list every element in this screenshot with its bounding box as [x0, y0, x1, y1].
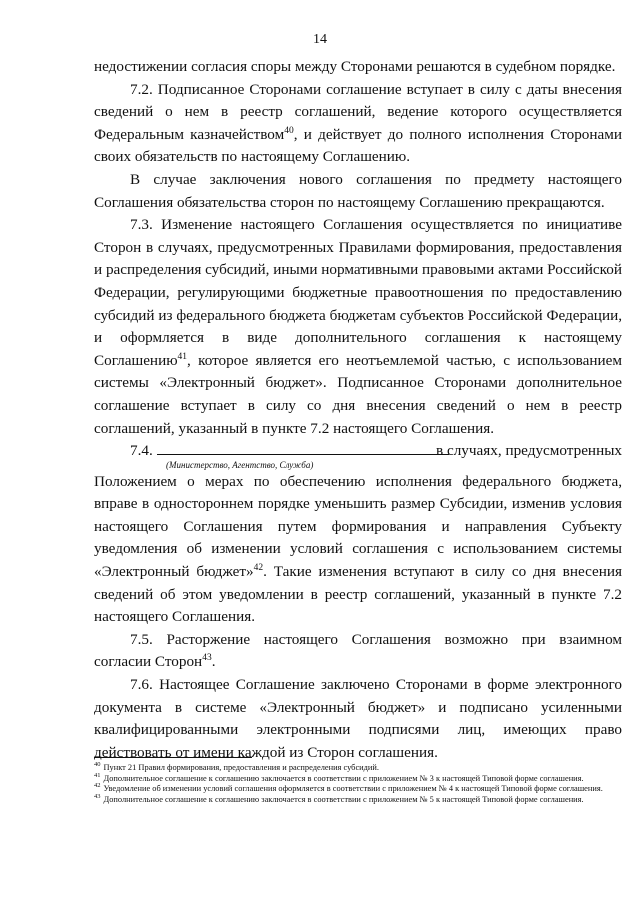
- paragraph-text: Положением о мерах по обеспечению исполнения федерального бюджета, вправе в одностороннем порядке уменьшить размер Субсидии, изменив условия настоящего Соглашения путем формирования и направления Субъекту уведомления об изменении условий соглашения с использованием системы «Электронный бюджет»: [94, 472, 622, 581]
- footnote-ref: 43: [202, 653, 212, 664]
- footnote-text: Пункт 21 Правил формирования, предоставления и распределения субсидий.: [103, 763, 379, 772]
- paragraph-text: . Такие изменения вступают в силу со дня внесения сведений об этом уведомлении в реестр соглашений, указанный в пункте 7.2 настоящего Соглашения.: [94, 563, 623, 626]
- footnote-separator: [94, 757, 252, 758]
- footnote-number: 40: [94, 761, 101, 769]
- footnote-number: 42: [94, 782, 101, 790]
- footnote-ref: 42: [253, 563, 264, 573]
- footnote-number: 43: [94, 792, 101, 800]
- paragraph-text: в случаях, предусмотренных: [436, 442, 622, 460]
- paragraph-text: 7.2. Подписанное Сторонами соглашение вступает в силу с даты внесения сведений о нем в реестр соглашений, ведение которого осуществляется Федеральным казначейством: [94, 80, 622, 143]
- footnote-ref: 41: [177, 351, 188, 362]
- paragraph-7-3: [94, 214, 622, 440]
- paragraph-text: 7.5. Расторжение настоящего Соглашения возможно при взаимном согласии Сторон: [94, 630, 622, 671]
- paragraph: В случае заключения нового соглашения по предмету настоящего Соглашения обязательства сторон по настоящему Соглашению прекращаются.: [94, 170, 622, 211]
- field-caption: (Министерство, Агентство, Служба): [166, 459, 314, 470]
- paragraph: недостижении согласия споры между Сторонами решаются в судебном порядке.: [94, 58, 616, 75]
- paragraph-text: .: [211, 653, 216, 671]
- paragraph-7-2: [94, 79, 622, 169]
- page-number: 14: [313, 32, 327, 47]
- paragraph-text: , и действует до полного исполнения Сторонами своих обязательств по настоящему Соглашению.: [94, 125, 622, 166]
- footnote-number: 41: [94, 771, 101, 779]
- blank-field: [157, 440, 449, 455]
- footnote-text: Дополнительное соглашение к соглашению заключается в соответствии с приложением № 5 к настоящей Типовой форме соглашения.: [103, 794, 584, 804]
- footnote: [94, 771, 622, 785]
- footnote: [94, 763, 622, 774]
- paragraph-text: , которое является его неотъемлемой частью, с использованием системы «Электронный бюджет». Подписанное Сторонами дополнительное соглашение вступает в силу со дня внесения сведений о нем в реестр соглашений, указанный в пункте 7.2 настоящего Соглашения.: [94, 351, 622, 437]
- paragraph-7-6: 7.6. Настоящее Соглашение заключено Сторонами в форме электронного документа в системе «Электронный бюджет» и подписано усиленными квалифицированными электронными подписями лиц, имеющих право действовать от имени каждой из Сторон соглашения.: [94, 676, 622, 761]
- footnote: [94, 792, 622, 806]
- paragraph-7-4-header: [94, 440, 622, 463]
- footnotes: [94, 763, 622, 805]
- footnote-text: Дополнительное соглашение к соглашению заключается в соответствии с приложением № 3 к настоящей Типовой форме соглашения.: [103, 773, 584, 783]
- footnote-ref: 40: [284, 125, 294, 136]
- paragraph-text: 7.3. Изменение настоящего Соглашения осуществляется по инициативе Сторон в случаях, предусмотренных Правилами формирования, предоставления и распределения субсидий, иными нормативными правовыми актами Российской Федерации, регулирующими бюджетные правоотношения по предоставлению субсидий из федерального бюджета бюджетам субъектов Российской Федерации, и оформляется в виде дополнительного соглашения к настоящему Соглашению: [94, 216, 622, 369]
- paragraph-7-5: [94, 629, 622, 674]
- paragraph-number: 7.4.: [130, 442, 153, 460]
- footnote-text: Уведомление об изменении условий соглашения оформляется в соответствии с приложением № 4 к настоящей Типовой форме соглашения.: [103, 784, 603, 794]
- footnote: [94, 784, 622, 795]
- document-body: [94, 56, 622, 764]
- paragraph-7-4: [94, 471, 622, 629]
